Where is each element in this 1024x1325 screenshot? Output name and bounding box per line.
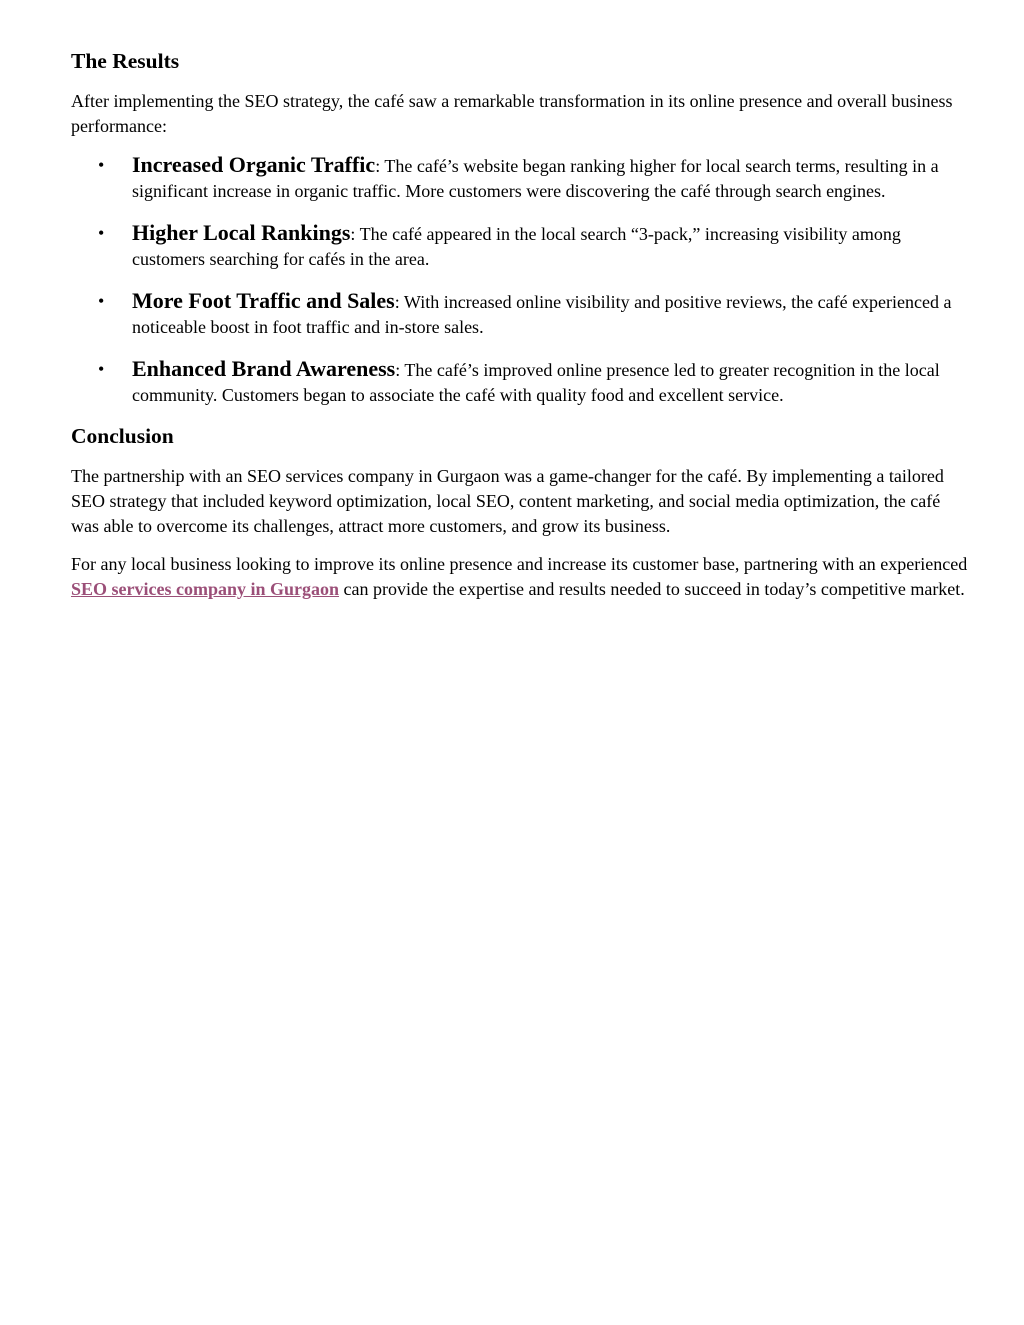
list-item-text: : The café appeared in the local search “3-pack,” increasing visibility among customers searching for cafés in the area. [132, 224, 901, 269]
list-item-term: Increased Organic Traffic [132, 152, 376, 177]
results-heading: The Results [71, 49, 180, 73]
conclusion-paragraph: The partnership with an SEO services company in Gurgaon was a game-changer for the café. By implementing a tailored SEO strategy that included keyword optimization, local SEO, content marketing, and social media optimization, the café was able to overcome its challenges, attract more customers, and grow its business. [71, 466, 944, 536]
list-item-text: : The café’s improved online presence led to greater recognition in the local community. Customers began to associate the café with quality food and excellent service. [132, 360, 940, 405]
conclusion-heading: Conclusion [71, 424, 174, 448]
bullet-icon: • [98, 359, 105, 379]
list-item [71, 356, 971, 408]
bullet-icon: • [98, 223, 105, 243]
conclusion-paragraph-cta [71, 552, 971, 602]
list-item [71, 220, 971, 272]
document-page [71, 46, 971, 602]
list-item [71, 288, 971, 340]
bullet-icon: • [98, 291, 105, 311]
list-item [71, 152, 971, 204]
seo-services-link[interactable]: SEO services company in Gurgaon [71, 579, 340, 599]
list-item-term: More Foot Traffic and Sales [132, 288, 395, 313]
list-item-term: Higher Local Rankings [132, 220, 351, 245]
list-item-term: Enhanced Brand Awareness [132, 356, 396, 381]
results-list [71, 152, 971, 408]
list-item-text: : The café’s website began ranking higher for local search terms, resulting in a significant increase in organic traffic. More customers were discovering the café through search engines. [132, 156, 939, 201]
list-item-text: : With increased online visibility and positive reviews, the café experienced a noticeable boost in foot traffic and in-store sales. [132, 292, 952, 337]
results-intro: After implementing the SEO strategy, the café saw a remarkable transformation in its online presence and overall business performance: [71, 91, 953, 136]
cta-text-before: For any local business looking to improve its online presence and increase its customer base, partnering with an experienced [71, 554, 968, 574]
cta-text-after: can provide the expertise and results needed to succeed in today’s competitive market. [339, 579, 965, 599]
bullet-icon: • [98, 155, 105, 175]
